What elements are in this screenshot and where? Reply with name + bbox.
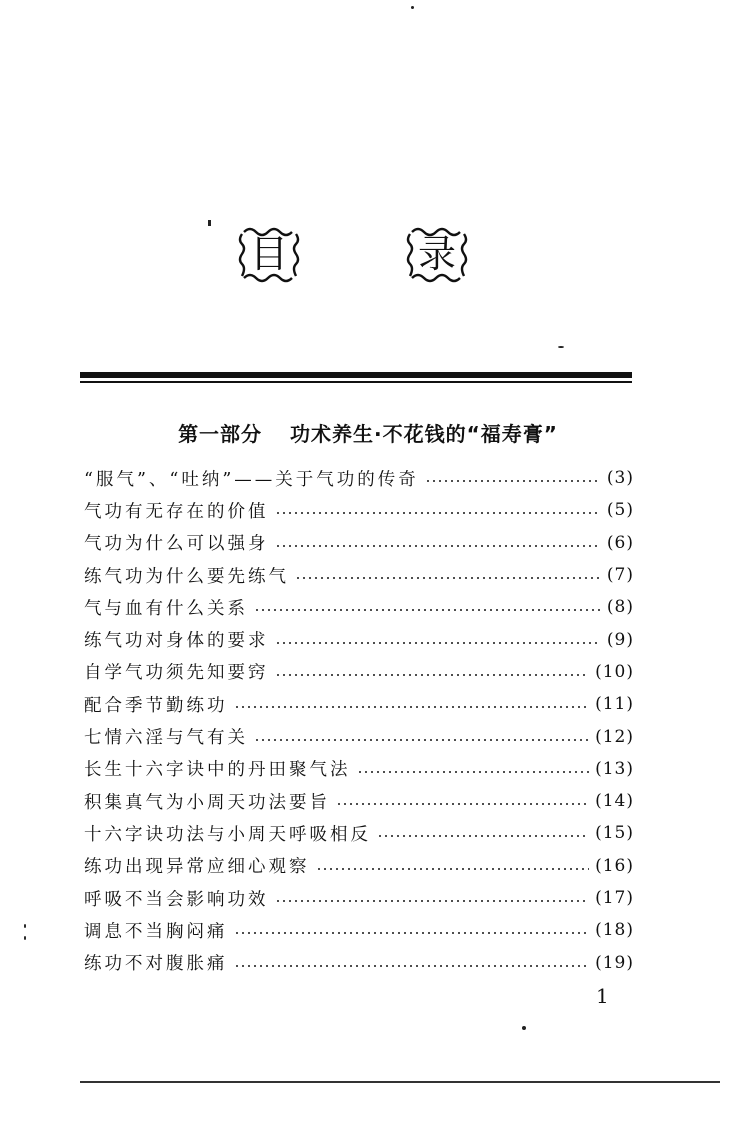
toc-entry-page: (6)	[606, 532, 634, 553]
toc-entry-page: (8)	[606, 597, 634, 618]
toc-entry-title: 长生十六字诀中的丹田聚气法	[84, 760, 351, 781]
title-char-lu: 录	[417, 232, 456, 276]
toc-entry-title: 十六字诀功法与小周天呼吸相反	[84, 824, 371, 845]
scan-speck	[558, 346, 564, 348]
table-of-contents	[84, 462, 634, 979]
leader-dots	[234, 932, 590, 934]
toc-entry[interactable]	[84, 688, 634, 720]
toc-entry-title: 练气功对身体的要求	[84, 631, 269, 652]
toc-entry[interactable]	[84, 946, 634, 978]
toc-entry-page: (5)	[606, 500, 634, 521]
toc-entry-title: 自学气功须先知要窍	[84, 663, 269, 684]
title-frame-right	[404, 222, 470, 286]
toc-entry-page: (12)	[595, 726, 634, 747]
leader-dots	[275, 512, 601, 514]
toc-entry-title: 积集真气为小周天功法要旨	[84, 792, 330, 813]
toc-entry[interactable]	[84, 623, 634, 655]
toc-entry[interactable]	[84, 527, 634, 559]
leader-dots	[316, 868, 590, 870]
scan-speck	[24, 936, 26, 940]
toc-entry-title: 呼吸不当会影响功效	[84, 889, 269, 910]
toc-entry-page: (15)	[595, 823, 634, 844]
leader-dots	[357, 771, 590, 773]
toc-entry[interactable]	[84, 817, 634, 849]
toc-entry-title: 气功为什么可以强身	[84, 534, 269, 555]
page-number: 1	[596, 984, 609, 1008]
toc-entry-title: 配合季节勤练功	[84, 695, 228, 716]
toc-entry-page: (13)	[595, 758, 634, 779]
toc-entry-page: (11)	[595, 694, 634, 715]
leader-dots	[254, 739, 589, 741]
bottom-scan-line	[80, 1081, 720, 1083]
scan-speck	[411, 6, 414, 9]
toc-entry-title: 练功出现异常应细心观察	[84, 857, 310, 878]
leader-dots	[275, 642, 601, 644]
toc-entry-page: (17)	[595, 888, 634, 908]
part-label: 第一部分	[178, 422, 263, 446]
toc-entry-title: 气功有无存在的价值	[84, 501, 269, 522]
leader-dots	[234, 965, 590, 967]
leader-dots	[425, 480, 601, 482]
toc-entry-title: 调息不当胸闷痛	[84, 921, 228, 942]
leader-dots	[275, 674, 590, 676]
heading-rule-thick	[80, 372, 632, 378]
toc-entry-page: (14)	[595, 791, 634, 812]
toc-entry[interactable]	[84, 914, 634, 946]
scan-speck	[24, 924, 26, 928]
toc-entry[interactable]	[84, 591, 634, 623]
part-subtitle: 功术养生·不花钱的“福寿膏”	[290, 422, 558, 446]
toc-entry-title: 七情六淫与气有关	[84, 728, 248, 749]
leader-dots	[275, 545, 601, 547]
toc-entry[interactable]	[84, 720, 634, 752]
toc-entry-page: (3)	[606, 468, 634, 489]
leader-dots	[234, 706, 590, 708]
part-heading	[0, 418, 736, 447]
toc-entry-page: (18)	[595, 920, 634, 941]
toc-entry-page: (19)	[595, 952, 634, 973]
toc-entry[interactable]	[84, 559, 634, 591]
toc-entry-title: 练气功为什么要先练气	[84, 566, 289, 587]
toc-entry-page: (16)	[595, 855, 634, 876]
leader-dots	[377, 835, 589, 837]
toc-entry-page: (10)	[595, 661, 634, 682]
scan-speck	[208, 220, 211, 226]
toc-entry[interactable]	[84, 656, 634, 688]
toc-entry[interactable]	[84, 785, 634, 817]
leader-dots	[336, 803, 589, 805]
title-frame-left	[236, 222, 302, 286]
toc-entry-page: (7)	[606, 565, 634, 586]
toc-entry-title: 气与血有什么关系	[84, 598, 248, 619]
leader-dots	[275, 900, 590, 902]
toc-entry-title: “服气”、“吐纳”——关于气功的传奇	[84, 469, 419, 490]
toc-entry[interactable]	[84, 494, 634, 526]
toc-entry[interactable]	[84, 753, 634, 785]
toc-entry[interactable]	[84, 850, 634, 882]
leader-dots	[254, 609, 601, 611]
heading-rule-thin	[80, 381, 632, 383]
title-char-mu: 目	[249, 232, 288, 276]
toc-entry[interactable]	[84, 462, 634, 494]
toc-entry-page: (9)	[606, 629, 634, 650]
scan-speck	[522, 1026, 526, 1030]
toc-entry[interactable]	[84, 882, 634, 914]
leader-dots	[295, 577, 601, 579]
toc-entry-title: 练功不对腹胀痛	[84, 954, 228, 975]
